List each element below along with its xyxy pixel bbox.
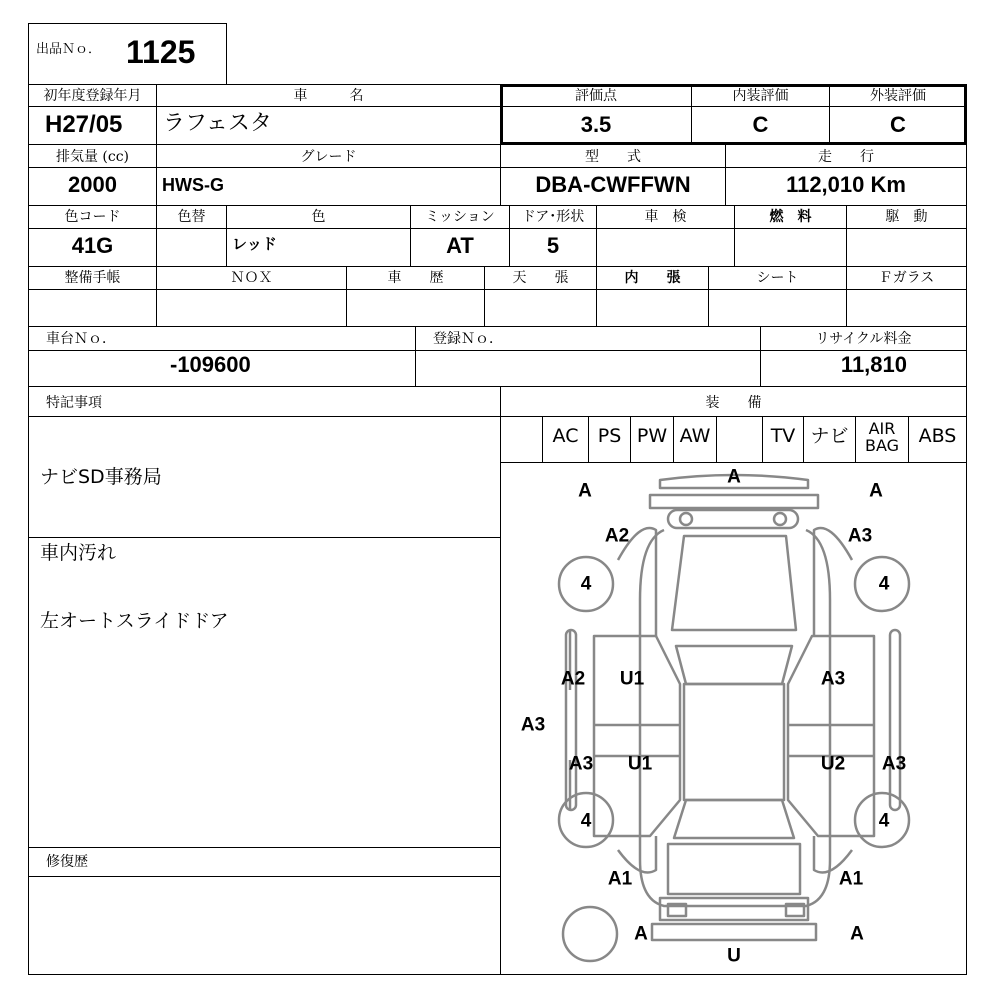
note-1: ナビSD事務局 bbox=[40, 466, 162, 488]
color-code-label: 色コード bbox=[64, 209, 121, 225]
chassis-no-value: -109600 bbox=[170, 352, 251, 377]
interior-grade-value: C bbox=[752, 112, 769, 137]
equipment-abs: ABS bbox=[918, 425, 957, 447]
displacement-value: 2000 bbox=[68, 172, 117, 197]
repaint-label: 色替 bbox=[177, 209, 206, 225]
seat-label: シート bbox=[756, 270, 799, 286]
mileage-value: 112,010 Km bbox=[786, 172, 906, 197]
model-value: DBA-CWFFWN bbox=[535, 172, 691, 197]
lot-number-label: 出品Ｎｏ． bbox=[36, 42, 102, 57]
mark-left-rear-door-2: U1 bbox=[627, 753, 653, 775]
mark-left-front-door-2: U1 bbox=[619, 668, 645, 690]
mark-right-front-fender: A3 bbox=[847, 525, 873, 547]
mark-rear-bumper: U bbox=[727, 945, 741, 967]
mark-left-side-sill: A3 bbox=[520, 714, 546, 736]
interior-grade-label: 内装評価 bbox=[732, 88, 789, 104]
equipment-aw: AW bbox=[679, 425, 711, 447]
mark-left-quarter: A1 bbox=[607, 868, 633, 890]
chassis-no-label: 車台Ｎｏ． bbox=[46, 331, 116, 347]
equipment-ac: AC bbox=[552, 425, 579, 447]
history-label: 車 歴 bbox=[387, 270, 444, 286]
doors-value: 5 bbox=[546, 233, 560, 258]
mark-front-bumper: A bbox=[727, 466, 741, 488]
nox-label: ＮＯＸ bbox=[230, 270, 273, 286]
color-value: レッド bbox=[232, 235, 277, 253]
displacement-label: 排気量 (cc) bbox=[55, 149, 130, 165]
mark-left-rear-tire: 4 bbox=[580, 810, 592, 832]
car-name-value: ラフェスタ bbox=[163, 111, 272, 136]
first-reg-label: 初年度登録年月 bbox=[43, 88, 142, 104]
car-name-label: 車 名 bbox=[293, 88, 364, 104]
equipment-pw: PW bbox=[636, 425, 668, 447]
mark-right-rear-tire: 4 bbox=[878, 810, 890, 832]
grade-value: HWS-G bbox=[162, 175, 224, 195]
drive-label: 駆 動 bbox=[885, 209, 928, 225]
interior-trim-label: 内 張 bbox=[624, 270, 681, 286]
registration-no-label: 登録Ｎｏ． bbox=[433, 331, 503, 347]
mark-front-left-corner: A bbox=[578, 480, 592, 502]
mark-left-front-door: A2 bbox=[560, 668, 586, 690]
mark-right-rear-door-2: A3 bbox=[881, 753, 907, 775]
transmission-label: ミッション bbox=[425, 209, 495, 225]
equipment-navi: ナビ bbox=[810, 425, 849, 447]
note-3: 左オートスライドドア bbox=[40, 610, 229, 632]
color-label: 色 bbox=[311, 209, 326, 225]
fuel-label: 燃 料 bbox=[769, 209, 812, 225]
sunroof-label: 天 張 bbox=[512, 270, 569, 286]
mark-left-front-fender: A2 bbox=[604, 525, 630, 547]
color-code-value: 41G bbox=[71, 233, 114, 258]
mileage-label: 走 行 bbox=[818, 149, 874, 165]
doors-label: ドア･形状 bbox=[521, 209, 585, 225]
note-2: 車内汚れ bbox=[40, 542, 117, 564]
lot-number-value: 1125 bbox=[126, 34, 196, 70]
score-label: 評価点 bbox=[575, 88, 617, 104]
service-book-label: 整備手帳 bbox=[64, 270, 121, 286]
exterior-grade-value: C bbox=[890, 112, 906, 137]
mark-rear-left-corner: A bbox=[634, 923, 648, 945]
grade-label: グレード bbox=[300, 149, 357, 165]
mark-rear-right-corner: A bbox=[850, 923, 864, 945]
equipment-airbag: AIR BAG bbox=[864, 419, 900, 455]
equipment-ps: PS bbox=[597, 425, 622, 447]
mark-left-front-tire: 4 bbox=[580, 573, 592, 595]
exterior-grade-label: 外装評価 bbox=[870, 88, 926, 104]
inspection-label: 車 検 bbox=[644, 209, 687, 225]
f-glass-label: Ｆガラス bbox=[878, 270, 935, 286]
mark-right-quarter: A1 bbox=[838, 868, 864, 890]
notes-label: 特記事項 bbox=[46, 395, 102, 411]
transmission-value: AT bbox=[446, 233, 474, 258]
recycle-fee-value: 11,810 bbox=[840, 352, 907, 377]
equipment-tv: TV bbox=[770, 425, 796, 447]
recycle-fee-label: リサイクル料金 bbox=[815, 331, 912, 347]
first-reg-value: H27/05 bbox=[45, 111, 123, 138]
score-value: 3.5 bbox=[580, 112, 612, 137]
repair-history-label: 修復歴 bbox=[46, 854, 88, 870]
mark-right-rear-door: U2 bbox=[820, 753, 846, 775]
mark-left-rear-door: A3 bbox=[568, 753, 594, 775]
mark-front-right-corner: A bbox=[869, 480, 883, 502]
model-label: 型 式 bbox=[585, 149, 641, 165]
mark-right-front-door: A3 bbox=[820, 668, 846, 690]
equipment-label: 装 備 bbox=[705, 395, 762, 411]
mark-right-front-tire: 4 bbox=[878, 573, 890, 595]
